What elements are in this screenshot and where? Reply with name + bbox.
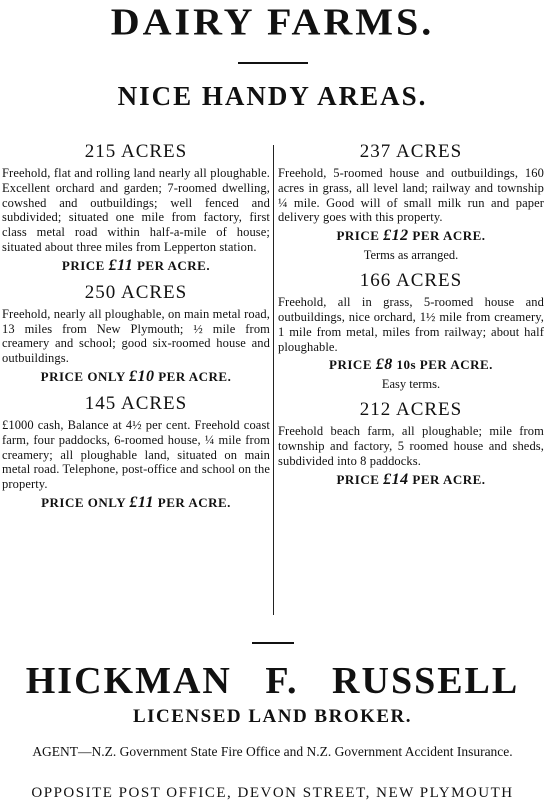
price-prefix: PRICE ONLY: [40, 368, 126, 384]
listing-heading: 145 ACRES: [84, 392, 188, 414]
listing-price: [278, 356, 544, 374]
listing-heading: 212 ACRES: [359, 399, 463, 421]
listing-price: [2, 257, 270, 275]
agent-name: HICKMAN F. RUSSELL: [25, 660, 520, 702]
agent-details: AGENT—N.Z. Government State Fire Office and N.Z. Government Accident Insurance.: [32, 744, 513, 759]
listing-166-acres: [278, 269, 544, 392]
price-suffix: PER ACRE.: [412, 471, 486, 487]
price-amount: £14: [383, 470, 409, 488]
listing-description: £1000 cash, Balance at 4½ per cent. Freehold coast farm, four paddocks, 6-roomed house, ¼ mile from creamery; all ploughable land, situated on main metal road. Telephone, post-office and school on the property.: [2, 417, 270, 492]
listing-price: [2, 368, 270, 386]
price-suffix: 10s PER ACRE.: [396, 357, 493, 373]
left-column: [2, 140, 270, 518]
listing-price: [2, 494, 270, 512]
listing-description: Freehold, nearly all ploughable, on main metal road, 13 miles from New Plymouth; ½ mile from creamery and school; good six-roomed house and outbuildings.: [2, 306, 270, 366]
price-amount: £11: [129, 493, 155, 511]
listing-237-acres: [278, 140, 544, 263]
ad-subtitle: NICE HANDY AREAS.: [117, 81, 428, 111]
listing-heading: 250 ACRES: [84, 281, 188, 303]
listing-heading: 166 ACRES: [359, 270, 463, 292]
listing-terms: Easy terms.: [381, 377, 441, 392]
listing-215-acres: [2, 140, 270, 275]
listing-145-acres: [2, 392, 270, 512]
listing-price: [278, 227, 544, 245]
price-prefix: PRICE: [329, 357, 372, 373]
footer-rule: [252, 642, 294, 644]
listing-heading: 215 ACRES: [84, 141, 188, 162]
price-suffix: PER ACRE.: [136, 257, 211, 273]
listing-terms: Terms as arranged.: [363, 248, 459, 263]
ad-title: DAIRY FARMS.: [110, 0, 435, 43]
listing-212-acres: [278, 398, 544, 488]
price-suffix: PER ACRE.: [158, 368, 232, 384]
listing-description: Freehold, 5-roomed house and outbuildings, 160 acres in grass, all level land; railway and township ¼ mile. Good will of small milk run and paper delivery goes with this property.: [278, 166, 544, 225]
listing-heading: 237 ACRES: [359, 141, 463, 162]
price-amount: £12: [383, 227, 409, 245]
right-column: [278, 140, 544, 495]
price-amount: £11: [108, 256, 134, 274]
title-rule: [238, 62, 308, 64]
price-prefix: PRICE ONLY: [41, 494, 126, 510]
agent-address: OPPOSITE POST OFFICE, DEVON STREET, NEW PLYMOUTH: [31, 785, 514, 801]
agent-title: LICENSED LAND BROKER.: [132, 706, 413, 727]
listing-description: Freehold beach farm, all ploughable; mile from township and factory, 5 roomed house and sheds, subdivided into 8 paddocks.: [278, 424, 544, 468]
listing-price: [278, 471, 544, 489]
price-suffix: PER ACRE.: [412, 228, 486, 244]
price-prefix: PRICE: [336, 471, 380, 487]
price-suffix: PER ACRE.: [157, 494, 231, 510]
price-prefix: PRICE: [336, 228, 380, 244]
price-amount: £8: [375, 356, 393, 374]
listing-description: Freehold, all in grass, 5-roomed house and outbuildings, nice orchard, 1½ mile from creamery, 1 mile from metal, miles from railway; about half ploughable.: [278, 295, 544, 354]
price-amount: £10: [128, 367, 155, 385]
price-prefix: PRICE: [61, 257, 105, 273]
column-divider: [273, 145, 274, 615]
listing-250-acres: [2, 281, 270, 386]
listing-description: Freehold, flat and rolling land nearly all ploughable. Excellent orchard and garden; 7-roomed dwelling, cowshed and outbuildings; well fenced and subdivided; situated one mile from factory, first class metal road within half-a-mile of house; situated about three miles from Lepperton station.: [2, 166, 270, 254]
